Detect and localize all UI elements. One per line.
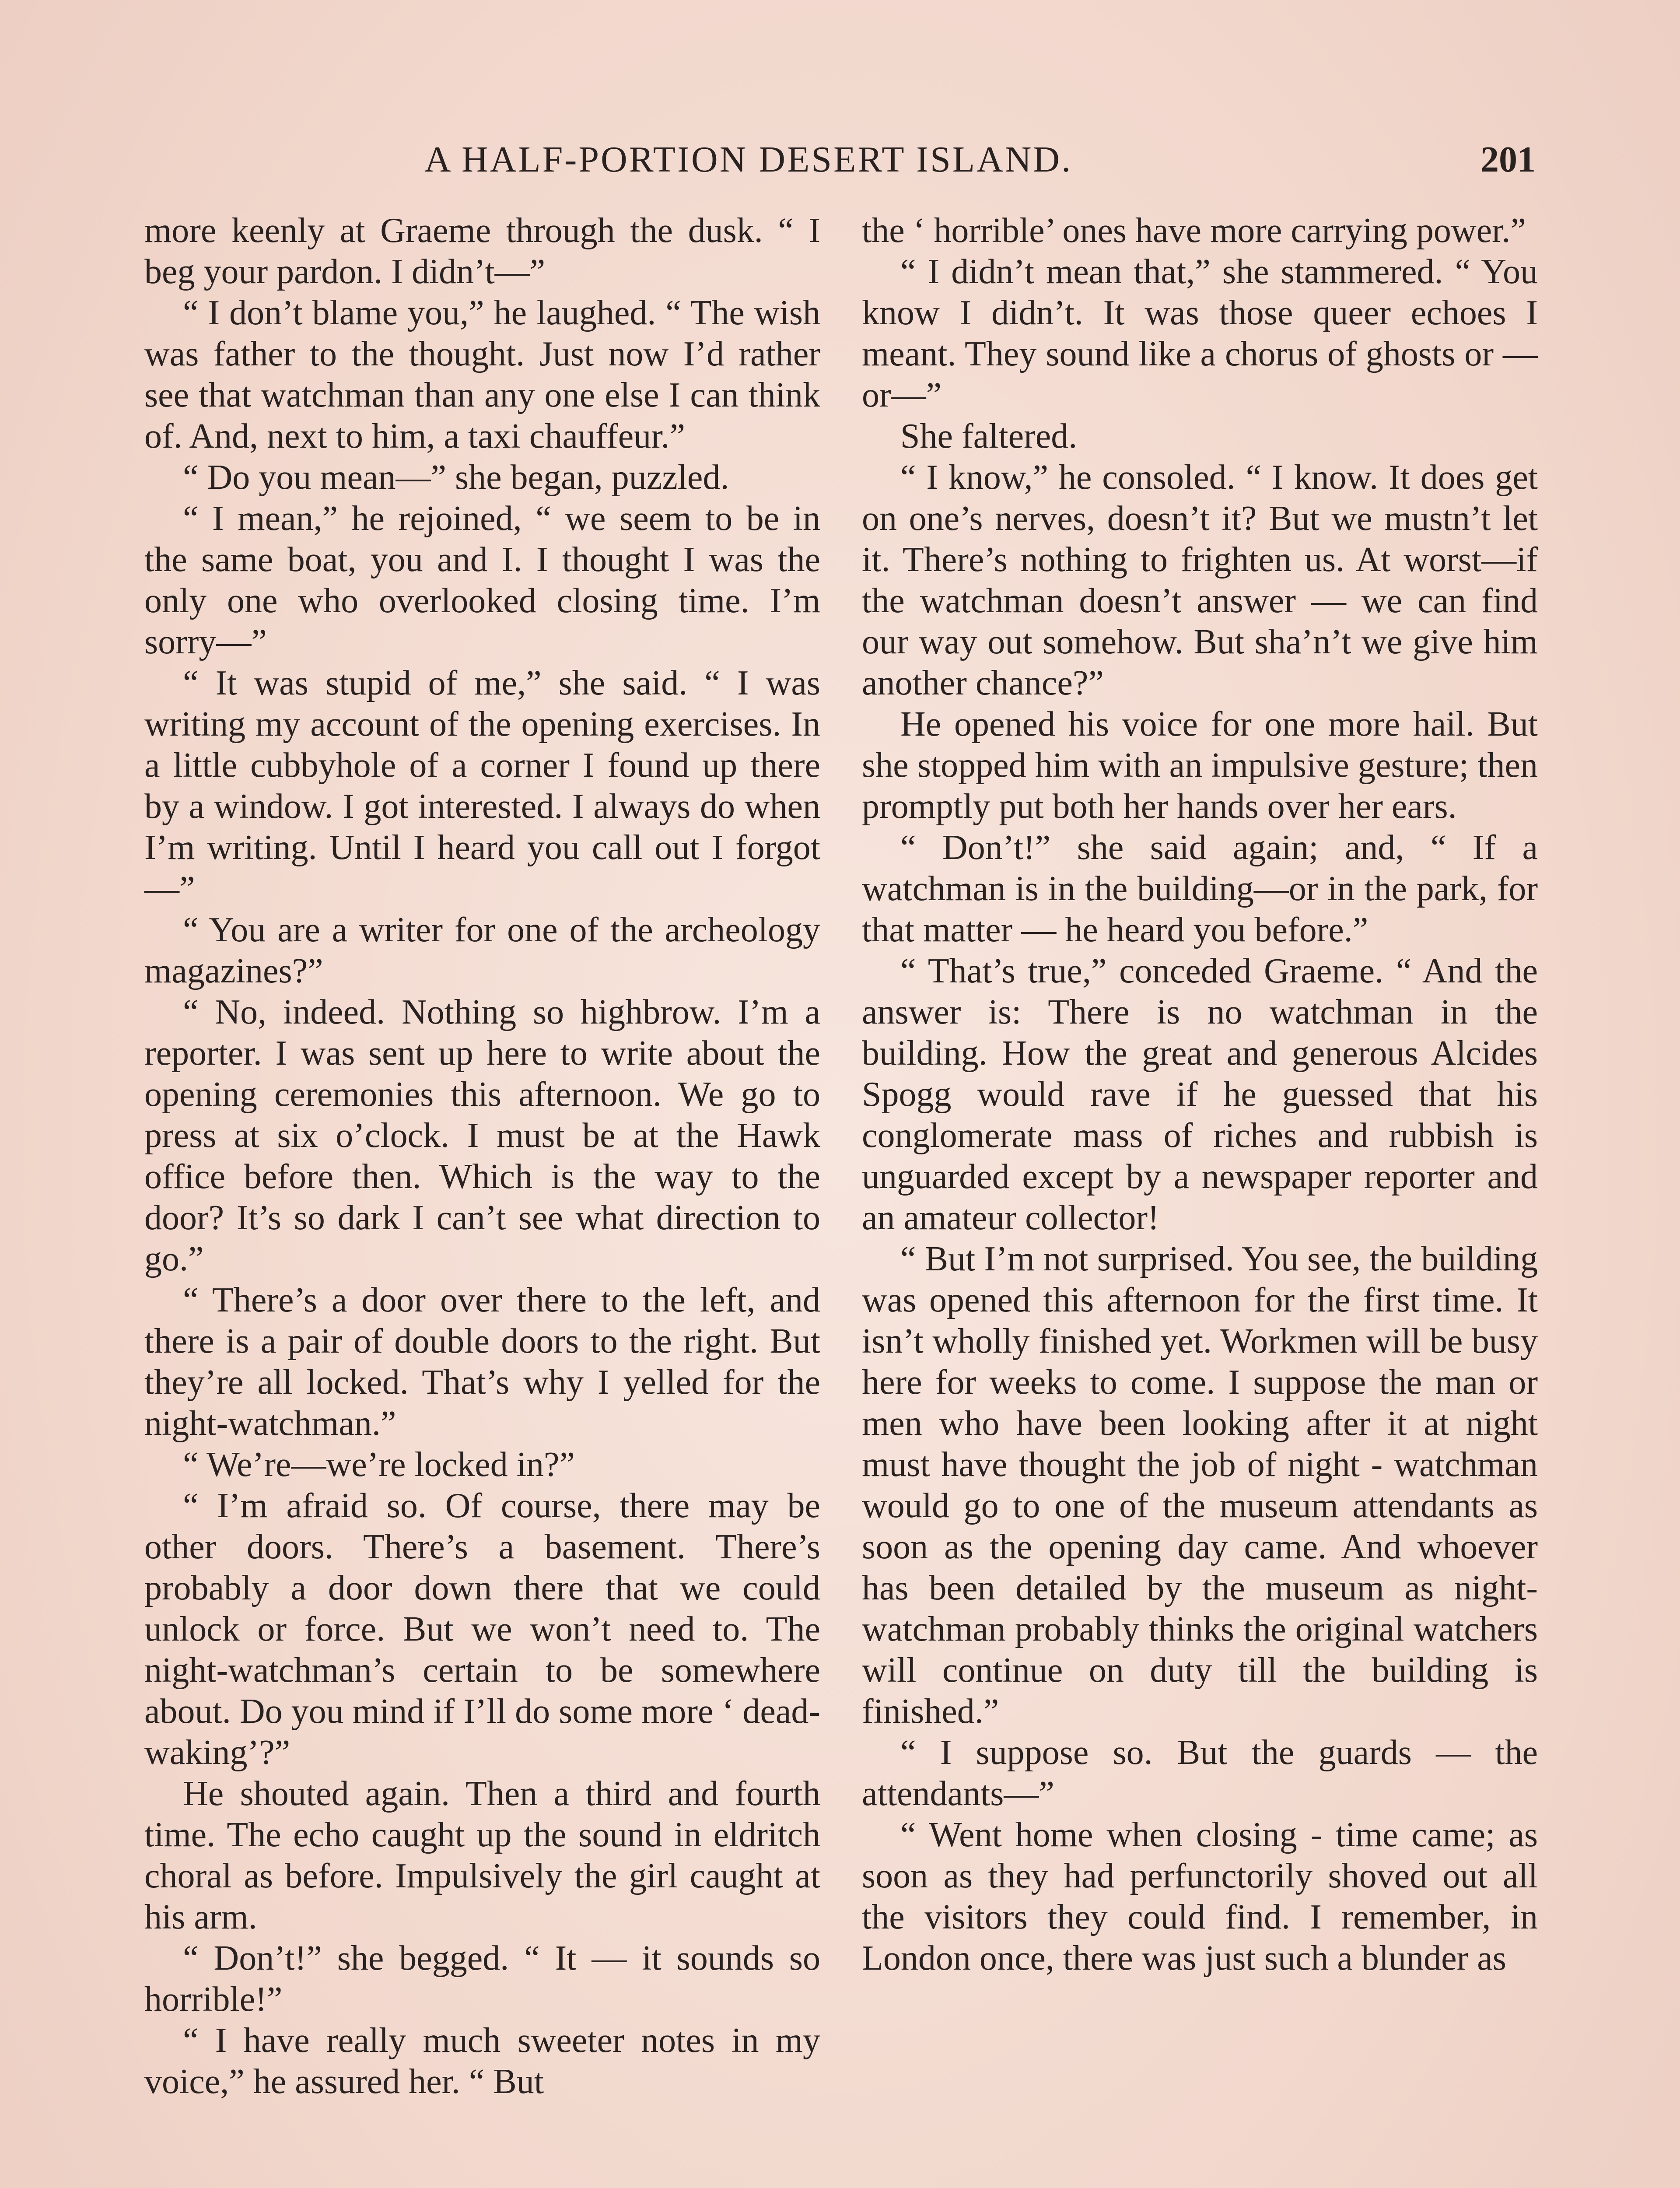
paragraph: “ There’s a door over there to the left, and there is a pair of double doors to the right. But they’re all locked. That’s why I yelled for the night-watchman.” (144, 1281, 820, 1443)
paragraph: “ I have really much sweeter notes in my voice,” he assured her. “ But (144, 2021, 820, 2101)
left-column (144, 210, 820, 2102)
paragraph: “ No, indeed. Nothing so highbrow. I’m a reporter. I was sent up here to write about the opening ceremonies this afternoon. We go to press at six o’clock. I must be at the Hawk office before then. Which is the way to the door? It’s so dark I can’t see what direction to go.” (144, 993, 820, 1278)
paragraph: the ‘ horrible’ ones have more carrying power.” (862, 211, 1526, 250)
paragraph: “ I didn’t mean that,” she stammered. “ You know I didn’t. It was those queer echoes I meant. They sound like a chorus of ghosts or — or—” (862, 252, 1538, 414)
running-title: A HALF-PORTION DESERT ISLAND. (424, 139, 1073, 180)
paragraph: “ I know,” he consoled. “ I know. It does get on one’s nerves, doesn’t it? But we mustn’t let it. There’s nothing to frighten us. At worst—if the watchman doesn’t answer — we can find our way out somehow. But sha’n’t we give him another chance?” (862, 458, 1538, 702)
paragraph: “ We’re—we’re locked in?” (183, 1445, 575, 1484)
paragraph: “ I don’t blame you,” he laughed. “ The wish was father to the thought. Just now I’d rather see that watchman than any one else I can think of. And, next to him, a taxi chauffeur.” (144, 294, 820, 456)
paragraph: “ Went home when closing - time came; as soon as they had perfunctorily shoved out all the visitors they could find. I remember, in London once, there was just such a blunder as (862, 1816, 1538, 1978)
paragraph: “ I mean,” he rejoined, “ we seem to be in the same boat, you and I. I thought I was the only one who overlooked closing time. I’m sorry—” (144, 499, 820, 661)
paragraph: more keenly at Graeme through the dusk. “ I beg your pardon. I didn’t—” (144, 211, 820, 291)
running-header (144, 136, 1536, 184)
right-column (862, 210, 1538, 1979)
paragraph: “ You are a writer for one of the archeology magazines?” (144, 911, 820, 990)
paragraph: He opened his voice for one more hail. But she stopped him with an impulsive gesture; then promptly put both her hands over her ears. (862, 705, 1538, 826)
paragraph: “ Do you mean—” she began, puzzled. (183, 458, 729, 497)
paragraph: “ I suppose so. But the guards — the attendants—” (862, 1733, 1538, 1813)
paragraph: “ That’s true,” conceded Graeme. “ And the answer is: There is no watchman in the building. How the great and generous Alcides Spogg would rave if he guessed that his conglomerate mass of riches and rubbish is unguarded except by a newspaper reporter and an amateur collector! (862, 952, 1538, 1237)
paragraph: He shouted again. Then a third and fourth time. The echo caught up the sound in eldritch choral as before. Impulsively the girl caught at his arm. (144, 1774, 820, 1936)
paragraph: “ I’m afraid so. Of course, there may be other doors. There’s a basement. There’s probably a door down there that we could unlock or force. But we won’t need to. The night-watchman’s certain to be somewhere about. Do you mind if I’ll do some more ‘ dead-waking’?” (144, 1487, 820, 1772)
paragraph: “ It was stupid of me,” she said. “ I was writing my account of the opening exercises. In a little cubbyhole of a corner I found up there by a window. I got interested. I always do when I’m writing. Until I heard you call out I forgot—” (144, 664, 820, 908)
paragraph: “ But I’m not surprised. You see, the building was opened this afternoon for the first time. It isn’t wholly finished yet. Workmen will be busy here for weeks to come. I suppose the man or men who have been looking after it at night must have thought the job of night - watchman would go to one of the museum attendants as soon as the opening day came. And whoever has been detailed by the museum as night-watchman probably thinks the original watchers will continue on duty till the building is finished.” (862, 1240, 1538, 1731)
paragraph: “ Don’t!” she begged. “ It — it sounds so horrible!” (144, 1939, 820, 2019)
paragraph: She faltered. (900, 417, 1078, 456)
page-number: 201 (1480, 139, 1536, 180)
paragraph: “ Don’t!” she said again; and, “ If a watchman is in the building—or in the park, for that matter — he heard you before.” (862, 828, 1538, 949)
